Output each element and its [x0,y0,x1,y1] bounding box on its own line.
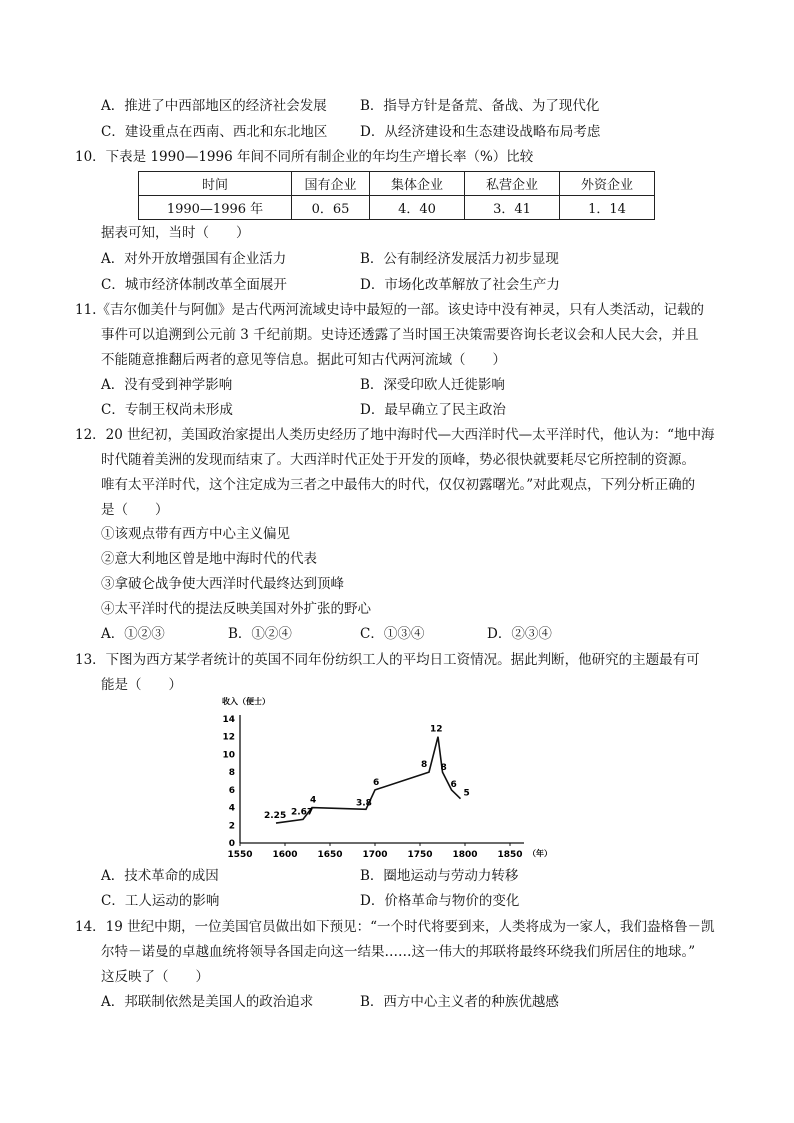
q12-statement: ①该观点带有西方中心主义偏见 [101,526,290,542]
q10-option-d[interactable]: D．市场化改革解放了社会生产力 [360,277,560,293]
y-tick-label: 2 [228,821,235,832]
data-label: 3.8 [356,798,372,809]
q9-option-c[interactable]: C．建设重点在西南、西北和东北地区 [101,124,328,140]
x-tick-label: 1650 [317,850,343,860]
q10-question: 据表可知，当时（ ） [101,225,250,241]
q10-option-b[interactable]: B．公有制经济发展活力初步显现 [360,251,559,267]
data-label: 2.67 [291,807,314,818]
y-tick-label: 12 [222,732,235,743]
q14-stem-line: 尔特－诺曼的卓越血统将领导各国走向这一结果……这一伟大的邦联将最终环绕我们所居住的地球。” [101,944,696,960]
data-label: 6 [450,779,457,790]
x-tick-label: 1750 [407,850,433,860]
q9-option-d[interactable]: D．从经济建设和生态建设战略布局考虑 [360,124,601,140]
q14-stem-line: 这反映了（ ） [101,969,209,985]
data-label: 2.25 [264,811,287,822]
q11-option-d[interactable]: D．最早确立了民主政治 [360,402,506,418]
data-label: 4 [310,795,317,806]
y-axis-label: 收入（便士） [222,697,270,706]
x-tick-label: 1800 [452,850,478,860]
q10-option-c[interactable]: C．城市经济体制改革全面展开 [101,277,287,293]
q10-data-table [138,171,655,220]
table-row [139,196,655,220]
q12-option-d[interactable]: D．②③④ [487,626,552,642]
table-cell: 1．14 [560,196,655,220]
x-tick-label: 1600 [272,850,298,860]
y-tick-label: 10 [222,750,235,761]
q12-statement: ②意大利地区曾是地中海时代的代表 [101,551,317,567]
q12-stem-line: 时代随着美洲的发现而结束了。大西洋时代正处于开发的顶峰，势必很快就要耗尽它所控制的资源。 [101,452,695,468]
q9-option-b[interactable]: B．指导方针是备荒、备战、为了现代化 [360,98,600,114]
x-tick-label: 1550 [227,850,253,860]
wage-line-chart [218,694,608,864]
q14-option-b[interactable]: B．西方中心主义者的种族优越感 [360,994,559,1010]
q12-statement: ③拿破仑战争使大西洋时代最终达到顶峰 [101,576,344,592]
table-header-cell: 国有企业 [292,172,370,196]
table-header-cell: 集体企业 [370,172,465,196]
q13-option-c[interactable]: C．工人运动的影响 [101,893,220,909]
y-tick-label: 0 [228,839,235,849]
q11-stem-line: 不能随意推翻后两者的意见等信息。据此可知古代两河流域（ ） [101,352,506,368]
table-header-cell: 私营企业 [465,172,560,196]
q13-option-d[interactable]: D．价格革命与物价的变化 [360,893,520,909]
table-cell: 1990—1996 年 [139,196,292,220]
q11-option-c[interactable]: C．专制王权尚未形成 [101,402,233,418]
q13-stem-line: 能是（ ） [101,677,182,693]
q10-option-a[interactable]: A．对外开放增强国有企业活力 [101,251,287,267]
table-header-cell: 时间 [139,172,292,196]
x-tick-label: 1850 [497,850,523,860]
q14-stem-line: 14．19 世纪中期，一位美国官员做出如下预见：“一个时代将要到来，人类将成为一家人，我们盎格鲁－凯 [75,919,715,935]
q12-statement: ④太平洋时代的提法反映美国对外扩张的野心 [101,601,371,617]
q11-stem-line: 11.《吉尔伽美什与阿伽》是古代两河流域史诗中最短的一部。该史诗中没有神灵，只有人类活动，记载的 [75,302,704,318]
data-label: 8 [440,763,447,774]
x-axis-label: （年） [528,849,552,858]
q12-option-c[interactable]: C．①③④ [360,626,425,642]
data-label: 5 [463,788,470,799]
q11-option-b[interactable]: B．深受印欧人迁徙影响 [360,377,505,393]
q13-option-a[interactable]: A．技术革命的成因 [101,868,219,884]
q10-stem: 10．下表是 1990—1996 年间不同所有制企业的年均生产增长率（%）比较 [75,149,534,165]
data-label: 6 [373,777,380,788]
y-tick-label: 14 [222,715,235,725]
table-cell: 0．65 [292,196,370,220]
data-label: 8 [421,760,428,771]
q13-option-b[interactable]: B．圈地运动与劳动力转移 [360,868,519,884]
q12-stem-line: 12．20 世纪初，美国政治家提出人类历史经历了地中海时代—大西洋时代—太平洋时代，他认为：“地中海 [75,427,715,443]
table-cell: 3．41 [465,196,560,220]
table-header-row [139,172,655,196]
data-label: 12 [430,724,443,735]
q12-option-b[interactable]: B．①②④ [228,626,292,642]
q9-option-a[interactable]: A．推进了中西部地区的经济社会发展 [101,98,327,114]
q12-option-a[interactable]: A．①②③ [101,626,165,642]
q11-stem-line: 事件可以追溯到公元前 3 千纪前期。史诗还透露了当时国王决策需要咨询长老议会和人民大会，并且 [101,327,699,343]
q11-option-a[interactable]: A．没有受到神学影响 [101,377,233,393]
q14-option-a[interactable]: A．邦联制依然是美国人的政治追求 [101,994,314,1010]
q12-stem-line: 唯有太平洋时代，这个注定成为三者之中最伟大的时代，仅仅初露曙光。”对此观点，下列分析正确的 [101,477,696,493]
y-tick-label: 8 [228,768,235,779]
x-tick-label: 1700 [362,850,388,860]
y-tick-label: 6 [228,785,235,796]
table-header-cell: 外资企业 [560,172,655,196]
q12-stem-line: 是（ ） [101,502,169,518]
table-cell: 4．40 [370,196,465,220]
y-tick-label: 4 [228,803,235,814]
q13-stem-line: 13．下图为西方某学者统计的英国不同年份纺织工人的平均日工资情况。据此判断，他研究的主题最有可 [75,652,700,668]
